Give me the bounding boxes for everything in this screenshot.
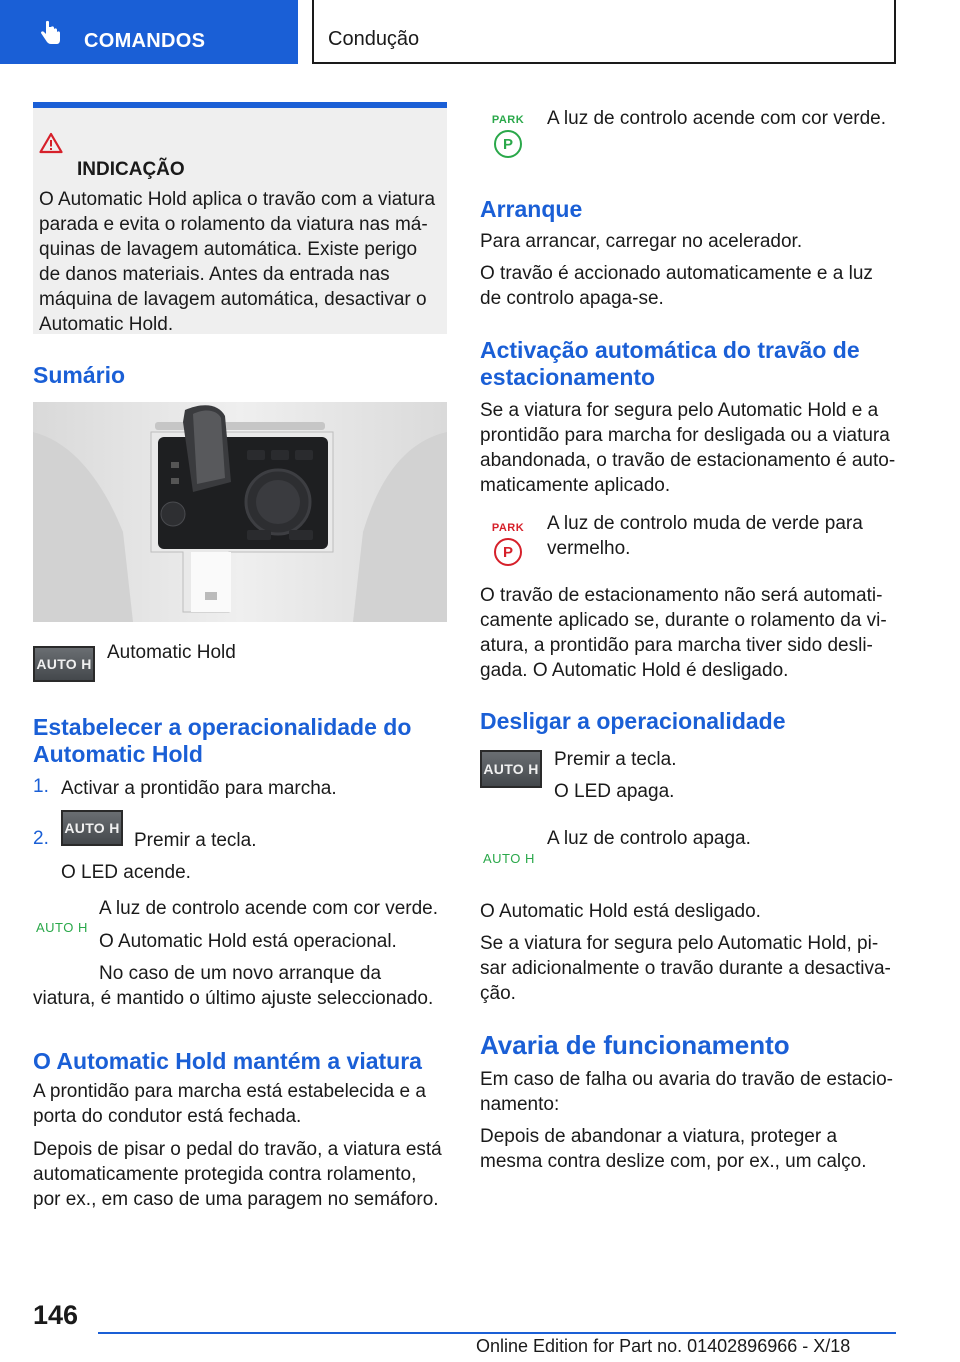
auto-hold-key-step: AUTO H [61, 810, 123, 846]
disable-heading: Desligar a operacionalidade [480, 708, 786, 734]
auto-hold-green-indicator: AUTO H [36, 920, 88, 935]
operational-text: O Automatic Hold está operacional. [99, 931, 397, 952]
park-red-indicator [488, 522, 528, 566]
start-p2: O travão é accionado automaticamente e a luz de controlo apaga-se. [480, 263, 873, 309]
auto-hold-key: AUTO H [33, 646, 95, 682]
light-off-text: A luz de controlo apaga. [547, 828, 751, 849]
section-label: Condução [328, 28, 420, 50]
auto-brake-p1: Se a viatura for segura pelo Automatic Hold e a prontidão para marcha for desligada ou a viatura abandonada, o travão de estacionamento é automaticamente aplicado. [480, 400, 896, 496]
establish-heading: Estabelecer a operacionalidade do Automatic Hold [33, 714, 412, 767]
summary-caption: Automatic Hold [107, 642, 236, 663]
disabled-p: Se a viatura for segura pelo Automatic Hold, pisar adicionalmente o travão durante a desactivação. [480, 933, 891, 1004]
gear-console-photo [33, 402, 447, 622]
park-green-indicator [488, 114, 528, 158]
auto-brake-p2: O travão de estacionamento não será automaticamente aplicado se, durante o rolamento da viatura, a prontidão para marcha tiver sido desligada. O Automatic Hold é desligado. [480, 585, 887, 681]
hand-pointer-icon [38, 20, 64, 46]
holds-heading: O Automatic Hold mantém a viatura [33, 1048, 422, 1074]
auto-hold-key-disable: AUTO H [480, 750, 542, 788]
fault-p1: Em caso de falha ou avaria do travão de estacionamento: [480, 1069, 893, 1115]
page-number: 146 [33, 1300, 79, 1330]
chapter-tab[interactable] [0, 0, 298, 64]
start-p1: Para arrancar, carregar no acelerador. [480, 231, 803, 252]
led-on-text: O LED acende. [61, 862, 191, 883]
step-2-number: 2. [33, 828, 49, 849]
summary-heading: Sumário [33, 362, 126, 388]
park-red-symbol: P [494, 538, 522, 566]
press-key-text: Premir a tecla. [554, 749, 677, 770]
start-heading: Arranque [480, 196, 583, 222]
section-header [312, 0, 896, 64]
chapter-label: COMANDOS [84, 30, 206, 52]
warning-title: INDICAÇÃO [77, 159, 185, 180]
park-red-label: PARK [491, 522, 525, 534]
park-green-symbol: P [494, 130, 522, 158]
footer-divider [98, 1332, 896, 1334]
disabled-text: O Automatic Hold está desligado. [480, 901, 761, 922]
step-1-text: Activar a prontidão para marcha. [61, 778, 337, 799]
restart-text: No caso de um novo arranque da viatura, é mantido o último ajuste seleccionado. [33, 963, 434, 1009]
step-1-number: 1. [33, 776, 49, 797]
footer-edition: Online Edition for Part no. 01402896966 - X/18 [476, 1336, 851, 1356]
holds-p2: Depois de pisar o pedal do travão, a viatura está automaticamente protegida contra rolamento, por ex., em caso de uma paragem no semáforo. [33, 1139, 442, 1210]
fault-p2: Depois de abandonar a viatura, proteger a mesma contra deslize com, por ex., um calço. [480, 1126, 867, 1172]
park-green-label: PARK [491, 114, 525, 126]
holds-p1: A prontidão para marcha está estabelecida e a porta do condutor está fechada. [33, 1081, 426, 1127]
warning-triangle-icon [39, 132, 63, 154]
auto-brake-heading: Activação automática do travão de estacionamento [480, 337, 860, 390]
warning-text: O Automatic Hold aplica o travão com a viatura parada e evita o rolamento da viatura nas máquinas de lavagem automática. Existe perigo de danos materiais. Antes da entrada nas máquina de lavagem automática, desactivar o Automatic Hold. [39, 189, 436, 335]
right-light-green-text: A luz de controlo acende com cor verde. [547, 108, 887, 129]
auto-hold-off-indicator: AUTO H [483, 851, 535, 866]
warning-box [33, 102, 447, 334]
step-2-text: Premir a tecla. [134, 830, 257, 851]
light-green-text: A luz de controlo acende com cor verde. [99, 898, 439, 919]
led-off-text: O LED apaga. [554, 781, 675, 802]
fault-heading: Avaria de funcionamento [480, 1030, 790, 1060]
red-light-text: A luz de controlo muda de verde para vermelho. [547, 513, 863, 559]
